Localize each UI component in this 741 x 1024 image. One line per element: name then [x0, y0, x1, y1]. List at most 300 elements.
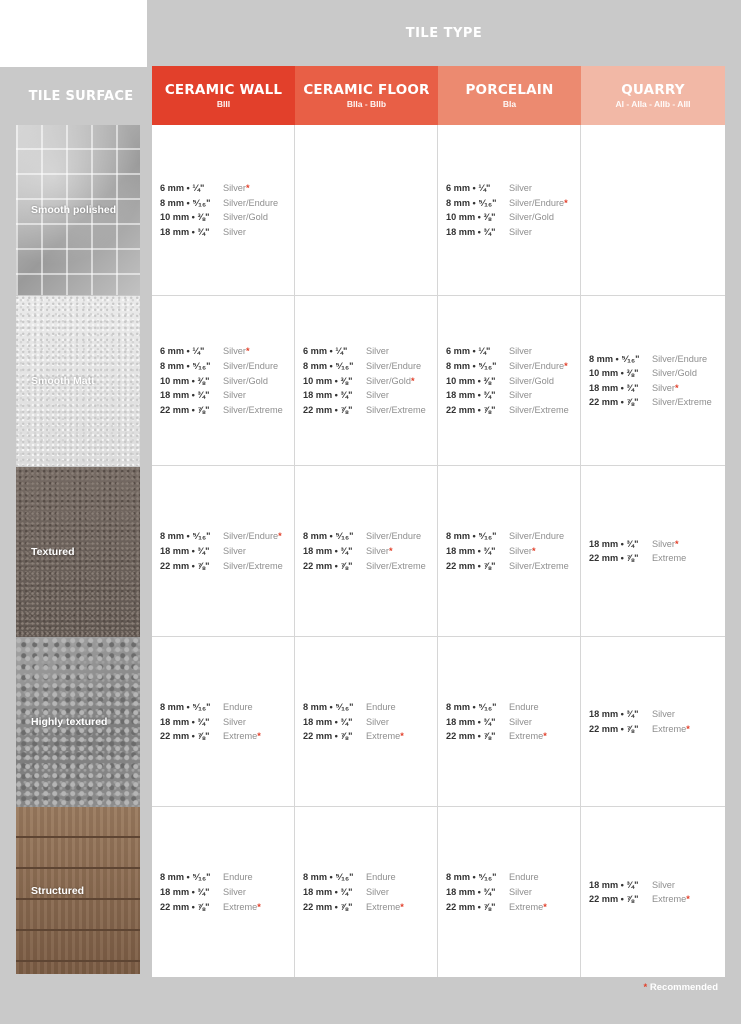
cell-entries: [438, 700, 580, 744]
membrane-type-label: Silver: [509, 546, 532, 556]
table-cell: [295, 296, 438, 466]
membrane-type-label: Silver/Gold: [652, 368, 697, 379]
membrane-type: [366, 887, 389, 897]
membrane-type: [652, 354, 707, 364]
cell-entries: [295, 529, 437, 573]
cell-entries: [581, 707, 725, 736]
membrane-type: [652, 368, 697, 378]
membrane-type-label: Extreme: [223, 901, 258, 912]
membrane-type-label: Silver: [366, 390, 389, 401]
thickness-entry: [581, 381, 725, 396]
thickness-size: 18 mm • ¾": [589, 879, 639, 890]
membrane-type-label: Silver: [223, 183, 246, 194]
column-header-ceramic-floor: [295, 66, 438, 125]
recommended-star-icon: *: [643, 982, 648, 993]
thickness-entry: [438, 899, 580, 914]
thickness-entry: [152, 885, 294, 900]
thickness-entry: [438, 544, 580, 559]
thickness-entry: [152, 729, 294, 744]
cell-entries: [152, 870, 294, 914]
thickness-entry: [152, 181, 294, 196]
membrane-type-label: Silver/Endure: [509, 197, 565, 208]
thickness-entry: [438, 225, 580, 240]
membrane-type: [652, 880, 675, 890]
thickness-size: 8 mm • ⁵⁄₁₆": [303, 701, 354, 712]
thickness-entry: [152, 402, 294, 417]
membrane-type: [509, 561, 569, 571]
tile-surface-heading: TILE SURFACE: [28, 88, 134, 104]
cell-entries: [438, 181, 580, 239]
membrane-type-label: Silver: [509, 390, 532, 401]
membrane-type: [652, 539, 679, 549]
column-header-porcelain: [438, 66, 581, 125]
thickness-entry: [295, 558, 437, 573]
membrane-type-label: Silver/Endure: [223, 197, 279, 208]
membrane-type-label: Silver/Extreme: [223, 404, 283, 415]
table-cell: [152, 125, 295, 296]
membrane-type: [509, 702, 539, 712]
membrane-type: [652, 383, 679, 393]
thickness-size: 18 mm • ¾": [589, 709, 639, 720]
thickness-entry: [581, 351, 725, 366]
membrane-type-label: Extreme: [652, 553, 687, 564]
membrane-type: [509, 717, 532, 727]
table-cell: [152, 637, 295, 807]
membrane-type: [509, 212, 554, 222]
membrane-type-label: Silver: [223, 346, 246, 357]
thickness-size: 18 mm • ¾": [446, 716, 496, 727]
recommended-star-icon: *: [400, 901, 404, 912]
surface-label: Highly textured: [31, 716, 108, 728]
table-cell: [438, 637, 581, 807]
cell-entries: [581, 877, 725, 906]
membrane-type-label: Silver/Endure: [652, 353, 708, 364]
recommended-star-icon: *: [278, 531, 282, 542]
cell-entries: [295, 700, 437, 744]
surface-structured: [16, 807, 140, 974]
membrane-type-label: Endure: [509, 701, 539, 712]
recommended-star-icon: *: [245, 183, 250, 194]
thickness-entry: [438, 870, 580, 885]
recommended-star-icon: *: [388, 546, 393, 556]
thickness-entry: [438, 402, 580, 417]
membrane-type: [366, 376, 415, 386]
membrane-type: [223, 872, 253, 882]
membrane-type: [366, 546, 393, 556]
table-cell: [295, 807, 438, 977]
recommended-label: Recommended: [649, 982, 718, 993]
membrane-type: [223, 546, 246, 556]
column-header-quarry: [581, 66, 725, 125]
membrane-type-label: Silver: [223, 716, 246, 727]
recommended-star-icon: *: [531, 546, 536, 556]
membrane-type-label: Silver/Extreme: [509, 560, 569, 571]
thickness-size: 6 mm • ¼": [160, 183, 205, 194]
thickness-entry: [295, 388, 437, 403]
membrane-type-label: Silver/Extreme: [652, 397, 712, 408]
thickness-size: 22 mm • ⅞": [303, 901, 353, 912]
membrane-type-label: Silver/Gold: [509, 375, 554, 386]
recommended-star-icon: *: [543, 731, 547, 742]
thickness-size: 8 mm • ⁵⁄₁₆": [160, 360, 211, 371]
thickness-size: 8 mm • ⁵⁄₁₆": [160, 531, 211, 542]
thickness-entry: [152, 899, 294, 914]
thickness-size: 8 mm • ⁵⁄₁₆": [446, 531, 497, 542]
thickness-entry: [438, 359, 580, 374]
tile-type-heading: TILE TYPE: [405, 25, 483, 41]
thickness-entry: [295, 373, 437, 388]
membrane-type: [223, 702, 253, 712]
membrane-type: [223, 405, 283, 415]
surface-label: Smooth polished: [31, 204, 117, 216]
membrane-type-label: Silver/Gold: [223, 212, 268, 223]
thickness-size: 10 mm • ⅜": [303, 375, 353, 386]
column-name: CERAMIC FLOOR: [303, 81, 430, 98]
column-code: AI - AIIa - AIIb - AIII: [615, 98, 691, 109]
membrane-type: [223, 227, 246, 237]
thickness-size: 8 mm • ⁵⁄₁₆": [589, 353, 640, 364]
thickness-size: 18 mm • ¾": [303, 716, 353, 727]
thickness-entry: [438, 373, 580, 388]
membrane-type: [223, 902, 261, 912]
membrane-type: [366, 405, 426, 415]
membrane-type-label: Silver: [223, 226, 246, 237]
thickness-entry: [295, 870, 437, 885]
membrane-type: [223, 346, 250, 356]
membrane-type: [223, 212, 268, 222]
thickness-size: 22 mm • ⅞": [589, 397, 639, 408]
surface-smooth-matt: [16, 296, 140, 466]
recommended-star-icon: *: [686, 894, 690, 905]
table-cell: [438, 125, 581, 296]
membrane-type: [509, 376, 554, 386]
thickness-entry: [438, 729, 580, 744]
membrane-type: [366, 561, 426, 571]
column-name: PORCELAIN: [465, 81, 554, 98]
membrane-type: [223, 361, 278, 371]
table-cell: [581, 637, 725, 807]
table-cell: [295, 125, 438, 296]
thickness-size: 18 mm • ¾": [589, 538, 639, 549]
membrane-type: [366, 717, 389, 727]
thickness-size: 8 mm • ⁵⁄₁₆": [303, 360, 354, 371]
membrane-type-label: Silver: [509, 716, 532, 727]
thickness-entry: [581, 722, 725, 737]
table-cell: [438, 807, 581, 977]
membrane-type: [652, 709, 675, 719]
membrane-type: [366, 872, 396, 882]
recommended-star-icon: *: [686, 723, 690, 734]
thickness-entry: [438, 210, 580, 225]
recommended-star-icon: *: [410, 375, 415, 386]
cell-entries: [438, 870, 580, 914]
thickness-size: 10 mm • ⅜": [160, 375, 210, 386]
thickness-entry: [295, 885, 437, 900]
membrane-type: [223, 531, 282, 541]
thickness-size: 10 mm • ⅜": [446, 375, 496, 386]
surface-label: Smooth Matt: [31, 375, 95, 387]
thickness-size: 8 mm • ⁵⁄₁₆": [446, 360, 497, 371]
table-cell: [581, 807, 725, 977]
thickness-size: 18 mm • ¾": [446, 546, 496, 556]
table-cell: [581, 466, 725, 637]
thickness-size: 22 mm • ⅞": [303, 404, 353, 415]
table-cell: [438, 466, 581, 637]
thickness-entry: [295, 402, 437, 417]
thickness-size: 8 mm • ⁵⁄₁₆": [160, 197, 211, 208]
thickness-size: 10 mm • ⅜": [589, 368, 639, 379]
membrane-type: [509, 227, 532, 237]
membrane-type-label: Silver: [652, 382, 675, 393]
thickness-size: 10 mm • ⅜": [446, 212, 496, 223]
thickness-entry: [581, 551, 725, 566]
membrane-type-label: Extreme: [366, 731, 401, 742]
membrane-type-label: Silver: [366, 546, 389, 556]
membrane-type-label: Silver: [223, 390, 246, 401]
membrane-type: [509, 872, 539, 882]
membrane-type-label: Silver: [223, 887, 246, 897]
thickness-entry: [295, 899, 437, 914]
recommended-star-icon: *: [564, 197, 568, 208]
thickness-entry: [152, 558, 294, 573]
membrane-type-label: Silver/Extreme: [223, 560, 283, 571]
cell-entries: [152, 181, 294, 239]
membrane-type: [509, 361, 568, 371]
membrane-type: [509, 390, 532, 400]
thickness-entry: [581, 536, 725, 551]
membrane-type: [223, 198, 278, 208]
cell-entries: [438, 529, 580, 573]
thickness-entry: [295, 714, 437, 729]
table-cell: [438, 296, 581, 466]
thickness-entry: [152, 359, 294, 374]
thickness-size: 8 mm • ⁵⁄₁₆": [446, 197, 497, 208]
thickness-entry: [295, 359, 437, 374]
recommended-star-icon: *: [674, 382, 679, 393]
thickness-size: 6 mm • ¼": [160, 346, 205, 357]
cell-entries: [152, 700, 294, 744]
thickness-entry: [438, 529, 580, 544]
table-cell: [152, 807, 295, 977]
membrane-type: [366, 361, 421, 371]
table-cell: [152, 296, 295, 466]
membrane-type: [652, 724, 690, 734]
thickness-size: 22 mm • ⅞": [589, 553, 639, 564]
membrane-type: [652, 894, 690, 904]
membrane-type: [366, 902, 404, 912]
thickness-size: 18 mm • ¾": [160, 546, 210, 556]
column-code: BIa: [502, 98, 517, 109]
membrane-type: [652, 553, 686, 563]
membrane-type-label: Silver: [652, 879, 675, 890]
membrane-type-label: Silver/Endure: [509, 360, 565, 371]
membrane-type-label: Silver: [366, 346, 389, 357]
thickness-size: 22 mm • ⅞": [160, 901, 210, 912]
membrane-type: [223, 376, 268, 386]
recommended-star-icon: *: [245, 346, 250, 357]
membrane-type-label: Extreme: [509, 901, 544, 912]
thickness-size: 18 mm • ¾": [160, 716, 210, 727]
thickness-entry: [152, 388, 294, 403]
recommended-star-icon: *: [674, 538, 679, 549]
thickness-entry: [438, 714, 580, 729]
recommended-star-icon: *: [257, 731, 261, 742]
thickness-size: 18 mm • ¾": [446, 226, 496, 237]
surface-label: Textured: [31, 546, 75, 558]
thickness-entry: [438, 344, 580, 359]
thickness-entry: [152, 529, 294, 544]
thickness-entry: [152, 714, 294, 729]
membrane-type: [509, 546, 536, 556]
thickness-entry: [152, 870, 294, 885]
membrane-type: [366, 531, 421, 541]
membrane-type: [509, 887, 532, 897]
membrane-type-label: Silver: [366, 716, 389, 727]
membrane-type-label: Silver: [509, 346, 532, 357]
membrane-type: [509, 198, 568, 208]
membrane-type-label: Silver/Gold: [366, 375, 411, 386]
membrane-type-label: Endure: [223, 701, 253, 712]
thickness-size: 18 mm • ¾": [160, 226, 210, 237]
membrane-type: [366, 390, 389, 400]
membrane-type-label: Silver: [509, 226, 532, 237]
thickness-entry: [295, 544, 437, 559]
thickness-entry: [581, 395, 725, 410]
thickness-entry: [295, 529, 437, 544]
membrane-type: [366, 731, 404, 741]
table-cell: [295, 466, 438, 637]
column-code: BIIa - BIIb: [346, 98, 387, 109]
column-header-ceramic-wall: [152, 66, 295, 125]
thickness-size: 18 mm • ¾": [303, 390, 353, 401]
membrane-type: [366, 702, 396, 712]
surface-smooth-polished: [16, 125, 140, 295]
thickness-entry: [581, 877, 725, 892]
membrane-type-label: Silver/Endure: [366, 360, 422, 371]
thickness-size: 22 mm • ⅞": [160, 404, 210, 415]
membrane-type-label: Extreme: [366, 901, 401, 912]
thickness-size: 22 mm • ⅞": [160, 560, 210, 571]
thickness-size: 8 mm • ⁵⁄₁₆": [160, 701, 211, 712]
membrane-type: [223, 390, 246, 400]
thickness-entry: [152, 344, 294, 359]
cell-entries: [152, 344, 294, 417]
thickness-size: 18 mm • ¾": [589, 382, 639, 393]
thickness-entry: [581, 892, 725, 907]
thickness-size: 8 mm • ⁵⁄₁₆": [303, 531, 354, 542]
thickness-size: 6 mm • ¼": [303, 346, 348, 357]
thickness-size: 18 mm • ¾": [160, 390, 210, 401]
thickness-size: 18 mm • ¾": [303, 546, 353, 556]
thickness-size: 6 mm • ¼": [446, 183, 491, 194]
cell-entries: [581, 536, 725, 565]
thickness-size: 22 mm • ⅞": [303, 560, 353, 571]
thickness-size: 22 mm • ⅞": [446, 901, 496, 912]
membrane-type-label: Extreme: [223, 731, 258, 742]
membrane-type: [509, 346, 532, 356]
membrane-type-label: Silver/Endure: [366, 531, 422, 542]
membrane-type-label: Extreme: [509, 731, 544, 742]
membrane-type-label: Silver/Extreme: [366, 404, 426, 415]
corner-blank: [0, 0, 147, 67]
column-name: CERAMIC WALL: [164, 81, 283, 98]
thickness-entry: [438, 195, 580, 210]
membrane-type-label: Extreme: [652, 723, 687, 734]
cell-entries: [295, 344, 437, 417]
thickness-size: 18 mm • ¾": [446, 887, 496, 897]
surface-label: Structured: [31, 884, 85, 897]
membrane-type-label: Silver/Endure: [223, 360, 279, 371]
membrane-type: [223, 183, 250, 193]
thickness-entry: [152, 544, 294, 559]
membrane-type-label: Silver/Gold: [223, 375, 268, 386]
membrane-type-label: Silver/Extreme: [509, 404, 569, 415]
thickness-size: 18 mm • ¾": [446, 390, 496, 401]
thickness-size: 18 mm • ¾": [303, 887, 353, 897]
membrane-type: [509, 902, 547, 912]
thickness-entry: [295, 729, 437, 744]
membrane-type-label: Silver/Endure: [223, 531, 279, 542]
membrane-type: [509, 531, 564, 541]
membrane-type-label: Endure: [223, 872, 253, 883]
cell-entries: [295, 870, 437, 914]
thickness-size: 22 mm • ⅞": [589, 894, 639, 905]
membrane-type: [509, 183, 532, 193]
cell-entries: [438, 344, 580, 417]
recommended-star-icon: *: [543, 901, 547, 912]
thickness-size: 22 mm • ⅞": [446, 404, 496, 415]
membrane-type-label: Silver: [366, 887, 389, 897]
thickness-size: 22 mm • ⅞": [446, 560, 496, 571]
thickness-entry: [581, 707, 725, 722]
thickness-entry: [438, 181, 580, 196]
surface-highly-textured: [16, 637, 140, 807]
thickness-size: 10 mm • ⅜": [160, 212, 210, 223]
membrane-type-label: Silver: [509, 887, 532, 897]
membrane-type-label: Extreme: [652, 894, 687, 905]
thickness-size: 8 mm • ⁵⁄₁₆": [446, 872, 497, 883]
membrane-type-label: Endure: [366, 701, 396, 712]
thickness-size: 8 mm • ⁵⁄₁₆": [303, 872, 354, 883]
column-name: QUARRY: [621, 81, 685, 98]
thickness-size: 6 mm • ¼": [446, 346, 491, 357]
table-cell: [581, 296, 725, 466]
thickness-size: 22 mm • ⅞": [446, 731, 496, 742]
thickness-size: 8 mm • ⁵⁄₁₆": [446, 701, 497, 712]
table-cell: [295, 637, 438, 807]
recommended-star-icon: *: [400, 731, 404, 742]
table-cell: [152, 466, 295, 637]
membrane-type: [652, 397, 712, 407]
membrane-type: [223, 561, 283, 571]
thickness-size: 22 mm • ⅞": [303, 731, 353, 742]
thickness-entry: [438, 700, 580, 715]
thickness-entry: [152, 700, 294, 715]
thickness-entry: [152, 195, 294, 210]
thickness-entry: [438, 388, 580, 403]
thickness-entry: [152, 373, 294, 388]
membrane-type: [223, 731, 261, 741]
membrane-type-label: Silver: [652, 538, 675, 549]
column-code: BIII: [216, 98, 231, 109]
thickness-entry: [152, 225, 294, 240]
thickness-size: 8 mm • ⁵⁄₁₆": [160, 872, 211, 883]
membrane-type-label: Silver: [509, 183, 532, 194]
membrane-type-label: Silver/Endure: [509, 531, 565, 542]
thickness-entry: [581, 366, 725, 381]
table-cell: [581, 125, 725, 296]
thickness-entry: [295, 700, 437, 715]
